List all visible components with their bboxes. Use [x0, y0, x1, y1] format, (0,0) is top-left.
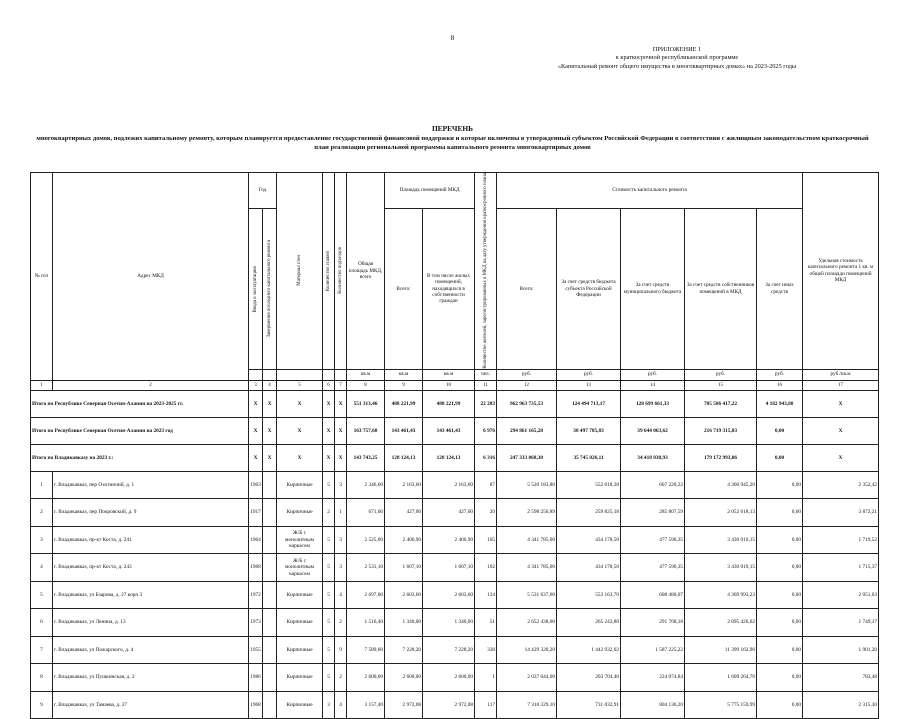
table-cell: 143 461,43	[423, 417, 475, 444]
row-address: г. Владикавказ, ул Пожарского, д. 4	[53, 636, 249, 664]
table-cell: 128 699 661,33	[621, 390, 685, 417]
document-subtitle: многоквартирных домов, подлежих капитальному ремонту, которым планируется предоставление государственной финансовой поддержки и которые включены в утвержденный субъектом Российской Федерации в соответствии с жилищным законодательством краткосрочный план реализации региональной программы капитального ремонта многоквартирных домов	[36, 135, 869, 151]
row-total-area: 2 525,00	[347, 526, 385, 554]
row-cost-region: 434 178,50	[557, 526, 621, 554]
row-total-area: 2 600,00	[347, 664, 385, 692]
table-cell: 22 283	[475, 390, 497, 417]
table-cell: 488 221,99	[423, 390, 475, 417]
row-cost-total: 7 310 329,10	[497, 691, 557, 719]
row-area-total: 2 972,08	[385, 691, 423, 719]
table-cell: X	[249, 417, 263, 444]
row-year-built: 1917	[249, 499, 263, 527]
row-entrances: 3	[335, 554, 347, 582]
row-cost-other: 0,00	[757, 499, 803, 527]
row-year-built: 1955	[249, 636, 263, 664]
row-cost-other: 0,00	[757, 691, 803, 719]
table-cell: 0,00	[757, 444, 803, 471]
row-floors: 5	[323, 636, 335, 664]
row-cost-region: 203 704,40	[557, 664, 621, 692]
row-address: г. Владикавказ, ул Бзарова, д. 27 корп 3	[53, 581, 249, 609]
unit-cell: кв.м	[347, 369, 385, 380]
row-cost-municipal: 224 074,84	[621, 664, 685, 692]
row-wall-material: Кирпичные	[277, 664, 323, 692]
row-cost-other: 0,00	[757, 664, 803, 692]
buildings-table	[30, 172, 879, 719]
table-cell: 124 494 713,17	[557, 390, 621, 417]
row-total-area: 3 157,40	[347, 691, 385, 719]
row-cost-total: 2 598 250,89	[497, 499, 557, 527]
table-cell: 962 963 735,53	[497, 390, 557, 417]
row-area-citizens: 2 603,60	[423, 581, 475, 609]
header-year-group: Год	[249, 173, 277, 209]
row-cost-other: 0,00	[757, 526, 803, 554]
row-cost-other: 0,00	[757, 554, 803, 582]
row-cost-owners: 5 775 159,99	[685, 691, 757, 719]
row-entrances: 4	[335, 581, 347, 609]
row-area-total: 2 603,60	[385, 581, 423, 609]
row-wall-material: Кирпичные	[277, 636, 323, 664]
row-residents: 117	[475, 691, 497, 719]
table-row	[31, 691, 879, 719]
row-number: 5	[31, 581, 53, 609]
table-row	[31, 471, 879, 499]
row-residents: 87	[475, 471, 497, 499]
row-number: 6	[31, 609, 53, 637]
row-residents: 134	[475, 581, 497, 609]
row-year-built: 1973	[249, 609, 263, 637]
row-number: 2	[31, 499, 53, 527]
row-year-last-repair	[263, 609, 277, 637]
header-area-group: Площадь помещений МКД	[385, 173, 475, 209]
row-unit-cost: 783,48	[803, 664, 879, 692]
row-cost-other: 0,00	[757, 609, 803, 637]
table-cell: X	[803, 417, 879, 444]
table-cell: X	[249, 444, 263, 471]
table-cell: X	[277, 390, 323, 417]
table-cell: 705 586 417,22	[685, 390, 757, 417]
table-cell: 35 745 026,11	[557, 444, 621, 471]
row-total-area: 1 516,40	[347, 609, 385, 637]
table-cell: X	[323, 390, 335, 417]
row-address: г. Владикавказ, пер Покровский, д. 9	[53, 499, 249, 527]
table-cell: 216 719 315,83	[685, 417, 757, 444]
row-year-last-repair	[263, 664, 277, 692]
row-cost-total: 5 520 183,80	[497, 471, 557, 499]
row-entrances: 1	[335, 499, 347, 527]
table-cell: 247 333 068,30	[497, 444, 557, 471]
row-number: 4	[31, 554, 53, 582]
totals-row	[31, 390, 879, 417]
table-cell: 128 124,13	[423, 444, 475, 471]
row-address: г. Владикавказ, ул Ленина, д. 13	[53, 609, 249, 637]
row-wall-material: Кирпичные	[277, 609, 323, 637]
row-total-area: 7 589,60	[347, 636, 385, 664]
table-cell: 179 172 993,06	[685, 444, 757, 471]
row-floors: 5	[323, 664, 335, 692]
row-unit-cost: 1 715,37	[803, 554, 879, 582]
row-year-last-repair	[263, 581, 277, 609]
row-cost-municipal: 285 807,59	[621, 499, 685, 527]
row-area-total: 2 600,00	[385, 664, 423, 692]
table-cell: X	[335, 390, 347, 417]
table-cell: 143 461,43	[385, 417, 423, 444]
table-cell: 163 757,60	[347, 417, 385, 444]
row-floors: 5	[323, 609, 335, 637]
row-year-last-repair	[263, 471, 277, 499]
row-area-total: 427,00	[385, 499, 423, 527]
row-address: г. Владикавказ, ул Тамаева, д. 27	[53, 691, 249, 719]
table-cell: X	[323, 417, 335, 444]
table-cell: 488 221,99	[385, 390, 423, 417]
row-wall-material: Кирпичные	[277, 691, 323, 719]
row-cost-region: 259 825,18	[557, 499, 621, 527]
row-cost-owners: 11 399 162,96	[685, 636, 757, 664]
row-unit-cost: 1 749,17	[803, 609, 879, 637]
unit-cell: руб.	[757, 369, 803, 380]
row-cost-total: 2 037 044,00	[497, 664, 557, 692]
header-residents: Количество жителей, зарегистрированных в МКД на дату утверждения краткосрочного плана	[475, 173, 497, 370]
totals-label: Итого по Республике Северная Осетия-Алания на 2023 год	[31, 417, 249, 444]
row-cost-municipal: 607 220,22	[621, 471, 685, 499]
row-address: г. Владикавказ, пер Охотничий, д. 1	[53, 471, 249, 499]
table-row	[31, 664, 879, 692]
row-total-area: 2 531,10	[347, 554, 385, 582]
row-cost-owners: 3 430 010,15	[685, 554, 757, 582]
document-title: ПЕРЕЧЕНЬ	[431, 124, 474, 133]
row-unit-cost: 1 719,52	[803, 526, 879, 554]
header-cost-owners: За счет средств собственников помещений в МКД	[685, 208, 757, 369]
table-cell: X	[277, 417, 323, 444]
header-year-last-repair: Завершения последнего капитального ремонта	[263, 208, 277, 369]
table-cell: 39 644 063,62	[621, 417, 685, 444]
unit-cell: руб.	[621, 369, 685, 380]
row-cost-region: 553 163,70	[557, 581, 621, 609]
row-area-total: 2 406,90	[385, 526, 423, 554]
table-cell: 6 976	[475, 417, 497, 444]
row-area-total: 1 340,00	[385, 609, 423, 637]
row-unit-cost: 2 051,03	[803, 581, 879, 609]
row-cost-municipal: 291 768,18	[621, 609, 685, 637]
row-cost-municipal: 477 596,35	[621, 526, 685, 554]
table-cell: X	[323, 444, 335, 471]
row-area-citizens: 7 228,20	[423, 636, 475, 664]
row-cost-total: 14 429 320,20	[497, 636, 557, 664]
totals-row	[31, 417, 879, 444]
header-cost-other: За счет иных средств	[757, 208, 803, 369]
row-cost-municipal: 804 136,20	[621, 691, 685, 719]
table-row	[31, 554, 879, 582]
table-cell: X	[263, 444, 277, 471]
row-residents: 20	[475, 499, 497, 527]
row-floors: 5	[323, 554, 335, 582]
row-number: 7	[31, 636, 53, 664]
row-year-last-repair	[263, 499, 277, 527]
table-cell: X	[263, 417, 277, 444]
unit-cell: руб.	[557, 369, 621, 380]
row-cost-owners: 1 609 264,76	[685, 664, 757, 692]
row-address: г. Владикавказ, ул Пушкинская, д. 2	[53, 664, 249, 692]
row-number: 1	[31, 471, 53, 499]
row-number: 9	[31, 691, 53, 719]
unit-cell: руб.	[497, 369, 557, 380]
row-cost-owners: 4 369 993,23	[685, 581, 757, 609]
row-floors: 5	[323, 581, 335, 609]
row-year-last-repair	[263, 554, 277, 582]
row-cost-total: 4 341 785,00	[497, 526, 557, 554]
row-area-citizens: 2 163,60	[423, 471, 475, 499]
row-entrances: 9	[335, 636, 347, 664]
unit-cell: кв.м	[423, 369, 475, 380]
unit-cell: руб./кв.м	[803, 369, 879, 380]
row-entrances: 3	[335, 471, 347, 499]
row-address: г. Владикавказ, пр-кт Коста, д. 243	[53, 554, 249, 582]
table-cell: X	[335, 417, 347, 444]
row-wall-material: Ж/Б с монолитным каркасом	[277, 526, 323, 554]
header-area-total: Всего:	[385, 208, 423, 369]
table-cell: 6 316	[475, 444, 497, 471]
row-cost-other: 0,00	[757, 471, 803, 499]
appendix-header	[527, 46, 827, 71]
header-floors: Количество этажей	[323, 173, 335, 370]
row-floors: 5	[323, 471, 335, 499]
table-row	[31, 609, 879, 637]
row-entrances: 2	[335, 609, 347, 637]
row-residents: 105	[475, 526, 497, 554]
row-total-area: 2 346,60	[347, 471, 385, 499]
row-unit-cost: 1 901,20	[803, 636, 879, 664]
table-cell: 294 861 165,28	[497, 417, 557, 444]
table-cell: 0,00	[757, 417, 803, 444]
table-cell: X	[335, 444, 347, 471]
appendix-title: ПРИЛОЖЕНИЕ 1	[652, 46, 702, 53]
table-row	[31, 526, 879, 554]
row-cost-total: 5 531 637,00	[497, 581, 557, 609]
table-row	[31, 499, 879, 527]
table-cell: X	[803, 444, 879, 471]
table-cell: X	[249, 390, 263, 417]
row-cost-region: 731 032,91	[557, 691, 621, 719]
header-wall-material: Материал стен	[277, 173, 323, 370]
row-area-citizens: 2 600,00	[423, 664, 475, 692]
row-residents: 1	[475, 664, 497, 692]
row-cost-other: 0,00	[757, 581, 803, 609]
header-cost-municipal: За счет средств муниципального бюджета	[621, 208, 685, 369]
table-cell: X	[803, 390, 879, 417]
table-cell: 4 182 943,80	[757, 390, 803, 417]
unit-cell: чел.	[475, 369, 497, 380]
row-year-built: 1964	[249, 526, 263, 554]
row-cost-region: 265 243,80	[557, 609, 621, 637]
row-entrances: 4	[335, 691, 347, 719]
row-year-built: 1986	[249, 664, 263, 692]
row-cost-total: 2 652 438,00	[497, 609, 557, 637]
row-total-area: 671,00	[347, 499, 385, 527]
row-cost-owners: 3 430 010,15	[685, 526, 757, 554]
table-row	[31, 581, 879, 609]
row-residents: 338	[475, 636, 497, 664]
table-cell: X	[263, 390, 277, 417]
totals-label: Итого по Владикавказу на 2023 г.:	[31, 444, 249, 471]
header-unit-cost: Удельная стоимость капитального ремонта 1 кв. м общей площади помещений МКД	[803, 173, 879, 370]
row-cost-total: 4 341 785,00	[497, 554, 557, 582]
page-number: 8	[450, 34, 455, 42]
header-year-built: Ввода в эксплуатацию	[249, 208, 263, 369]
row-area-citizens: 1 340,00	[423, 609, 475, 637]
row-year-last-repair	[263, 691, 277, 719]
row-floors: 2	[323, 499, 335, 527]
row-wall-material: Кирпичные	[277, 581, 323, 609]
row-year-last-repair	[263, 636, 277, 664]
row-unit-cost: 3 872,21	[803, 499, 879, 527]
row-year-last-repair	[263, 526, 277, 554]
row-area-citizens: 1 607,10	[423, 554, 475, 582]
row-unit-cost: 2 352,42	[803, 471, 879, 499]
table-cell: 143 743,25	[347, 444, 385, 471]
unit-cell: руб.	[685, 369, 757, 380]
row-floors: 3	[323, 691, 335, 719]
row-residents: 102	[475, 554, 497, 582]
header-area-citizens: В том числе жилых помещений, находящихся в собственности граждан	[423, 208, 475, 369]
appendix-program-name: «Капитальный ремонт общего имущества в многоквартирных домах» на 2023-2025 годы	[557, 62, 797, 70]
row-cost-owners: 4 360 945,20	[685, 471, 757, 499]
row-cost-municipal: 608 480,07	[621, 581, 685, 609]
row-unit-cost: 2 315,30	[803, 691, 879, 719]
table-row	[31, 636, 879, 664]
header-address: Адрес МКД	[53, 173, 249, 381]
row-cost-region: 434 178,50	[557, 554, 621, 582]
row-area-total: 7 228,20	[385, 636, 423, 664]
row-address: г. Владикавказ, пр-кт Коста, д. 241	[53, 526, 249, 554]
row-year-built: 1963	[249, 471, 263, 499]
header-cost-group: Стоимость капитального ремонта	[497, 173, 803, 209]
appendix-line: к краткосрочной республиканской программе	[615, 54, 739, 62]
row-area-citizens: 2 406,90	[423, 526, 475, 554]
header-cost-region: За счет средств бюджета субъекта Российской Федерации	[557, 208, 621, 369]
row-cost-municipal: 477 596,35	[621, 554, 685, 582]
row-floors: 5	[323, 526, 335, 554]
column-number-row: 1 2 3 4 5 6 7 8 9 10 11 12 13 14 15 16 17	[31, 380, 879, 390]
row-area-citizens: 427,00	[423, 499, 475, 527]
table-cell: 34 418 038,93	[621, 444, 685, 471]
row-wall-material: Кирпичные	[277, 499, 323, 527]
row-cost-owners: 2 095 426,02	[685, 609, 757, 637]
header-no: № п/п	[31, 173, 53, 381]
header-entrances: Количество подъездов	[335, 173, 347, 370]
row-cost-other: 0,00	[757, 636, 803, 664]
row-cost-region: 1 442 932,02	[557, 636, 621, 664]
row-wall-material: Ж/Б с монолитным каркасом	[277, 554, 323, 582]
table-cell: 551 313,46	[347, 390, 385, 417]
row-cost-region: 552 018,38	[557, 471, 621, 499]
totals-label: Итого по Республике Северная Осетия-Алания на 2023-2025 гг.	[31, 390, 249, 417]
totals-row	[31, 444, 879, 471]
row-cost-municipal: 1 587 225,22	[621, 636, 685, 664]
table-cell: 38 497 785,83	[557, 417, 621, 444]
row-area-total: 2 163,60	[385, 471, 423, 499]
row-total-area: 2 697,00	[347, 581, 385, 609]
row-number: 8	[31, 664, 53, 692]
row-year-built: 1968	[249, 554, 263, 582]
row-year-built: 1972	[249, 581, 263, 609]
row-area-total: 1 607,10	[385, 554, 423, 582]
row-cost-owners: 2 052 618,13	[685, 499, 757, 527]
row-entrances: 3	[335, 526, 347, 554]
unit-cell: кв.м	[385, 369, 423, 380]
row-entrances: 2	[335, 664, 347, 692]
table-cell: X	[277, 444, 323, 471]
row-year-built: 1968	[249, 691, 263, 719]
row-wall-material: Кирпичные	[277, 471, 323, 499]
header-total-area: Общая площадь МКД, всего	[347, 173, 385, 370]
row-residents: 51	[475, 609, 497, 637]
header-cost-total: Всего:	[497, 208, 557, 369]
row-number: 3	[31, 526, 53, 554]
table-cell: 128 124,13	[385, 444, 423, 471]
row-area-citizens: 2 972,08	[423, 691, 475, 719]
